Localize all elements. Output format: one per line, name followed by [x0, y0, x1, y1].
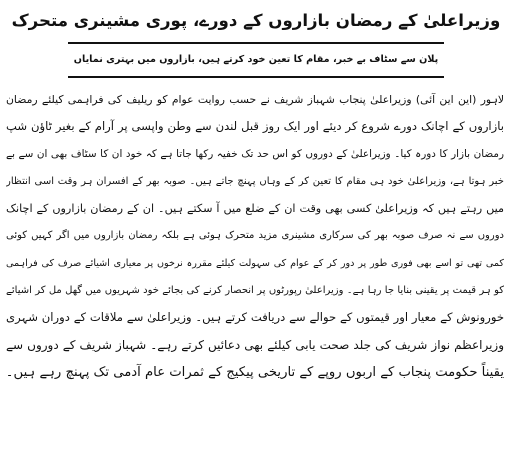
- subheadline: پلان سے سٹاف بے خبر، مقام کا تعین خود کرتے ہیں، بازاروں میں بہتری نمایاں: [68, 42, 444, 78]
- article-line: خبر ہوتا ہے، وزیراعلیٰ خود ہی مقام کا تعین کر کے وہاں پہنچ جاتے ہیں۔ صوبہ بھر کے افسران ہر وقت اسی انتظار: [6, 175, 504, 187]
- article-line: بازاروں کے اچانک دورے شروع کر دیئے اور ایک روز قبل لندن سے وطن واپسی پر آرام کے بغیر ٹاؤن شپ: [6, 119, 504, 134]
- article-line: رمضان بازار کا دورہ کیا۔ وزیراعلیٰ کے دوروں کو اس حد تک خفیہ رکھا جاتا ہے کہ خود ان کا سٹاف بھی ان سے بے: [6, 147, 504, 160]
- article-line: خورونوش کے معیار اور قیمتوں کے حوالے سے دریافت کرتے ہیں۔ وزیراعلیٰ سے ملاقات کے دوران شہری: [6, 310, 504, 325]
- article-line: کمی تھی تو اسے بھی فوری طور پر دور کر کے عوام کی سہولت کیلئے مقررہ نرخوں پر معیاری اشیائے صرف کی فراہمی: [6, 257, 504, 269]
- headline: وزیراعلیٰ کے رمضان بازاروں کے دورے، پوری مشینری متحرک: [11, 11, 501, 30]
- article-line: کو ہر قیمت پر یقینی بنایا جا رہا ہے۔ وزیراعلیٰ رپورٹوں پر انحصار کرنے کی بجائے خود شہریوں میں گھل مل کر اشیائے: [6, 285, 504, 297]
- article-line: وزیراعظم نواز شریف کی جلد صحت یابی کیلئے بھی دعائیں کرتے رہے۔ شہباز شریف کے دوروں سے: [6, 337, 504, 352]
- article-body: [6, 86, 504, 386]
- article-line: دوروں سے نہ صرف صوبہ بھر کی سرکاری مشینری مزید متحرک ہوئی ہے بلکہ رمضان بازاروں میں اگر کہیں کوئی: [6, 230, 504, 242]
- article-line: لاہور (این این آئی) وزیراعلیٰ پنجاب شہباز شریف نے حسب روایت عوام کو ریلیف کی فراہمی کیلئے رمضان: [6, 93, 504, 106]
- article-line: میں رہتے ہیں کہ وزیراعلیٰ کسی بھی وقت ان کے ضلع میں آ سکتے ہیں۔ ان کے رمضان بازاروں کے اچانک: [6, 202, 504, 216]
- article-line: یقیناً حکومت پنجاب کے اربوں روپے کے تاریخی پیکیج کے ثمرات عام آدمی تک پہنچ رہے ہیں۔: [6, 364, 504, 380]
